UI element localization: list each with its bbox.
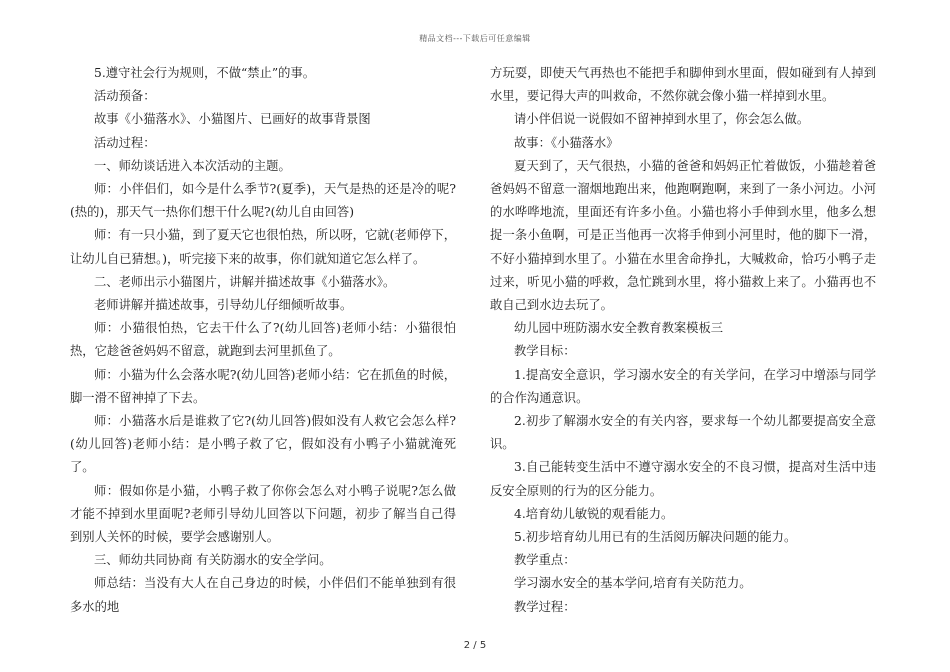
paragraph: 活动过程：	[94, 135, 156, 150]
page-number: 2 / 5	[463, 640, 487, 651]
paragraph: 师：有一只小猫，到了夏天它也很怕热，所以呀，它就(老师停下，让幼儿自已猜想。)，听完接下来的故事，你们就知道它怎么样了。	[70, 228, 456, 266]
paragraph-continued: 方玩耍，即使天气再热也不能把手和脚伸到水里面，假如碰到有人掉到水里，要记得大声的叫救命，不然你就会像小猫一样掉到水里。	[490, 66, 876, 104]
paragraph: 请小伴侣说一说假如不留神掉到水里了，你会怎么做。	[514, 112, 810, 127]
paragraph: 故事：《小猫落水》	[514, 135, 619, 150]
right-column	[490, 62, 876, 619]
paragraph: 1.提高安全意识，学习溺水安全的有关学问，在学习中增添与同学的合作沟通意识。	[490, 367, 876, 405]
paragraph: 3.自己能转变生活中不遵守溺水安全的不良习惯，提高对生活中违反安全原则的行为的区分能力。	[490, 460, 876, 498]
paragraph: 教学重点：	[514, 553, 576, 568]
paragraph: 一、师幼谈话进入本次活动的主题。	[94, 158, 291, 173]
section-title: 幼儿园中班防溺水安全教育教案模板三	[514, 321, 724, 336]
paragraph: 三、师幼共同协商 有关防溺水的安全学问。	[94, 553, 332, 568]
left-column	[70, 62, 456, 619]
paragraph: 学习溺水安全的基本学问,培育有关防范力。	[514, 576, 752, 591]
paragraph: 2.初步了解溺水安全的有关内容，要求每一个幼儿都要提高安全意识。	[490, 414, 876, 452]
paragraph: 师总结：当没有大人在自己身边的时候，小伴侣们不能单独到有很多水的地	[70, 576, 456, 614]
paragraph: 活动预备：	[94, 89, 156, 104]
paragraph: 教学目标：	[514, 344, 576, 359]
paragraph: 师：假如你是小猫，小鸭子救了你你会怎么对小鸭子说呢?怎么做才能不掉到水里面呢?老师引导幼儿回答以下问题，初步了解当自己得到别人关怀的时候，要学会感谢别人。	[70, 483, 456, 545]
paragraph: 故事《小猫落水》、小猫图片、已画好的故事背景图	[94, 112, 371, 127]
paragraph: 5.初步培育幼儿用已有的生活阅历解决问题的能力。	[514, 530, 797, 545]
paragraph: 5.遵守社会行为规则，不做“禁止”的事。	[94, 66, 316, 80]
paragraph: 夏天到了，天气很热，小猫的爸爸和妈妈正忙着做饭，小猫趁着爸爸妈妈不留意一溜烟地跑出来，他跑啊跑啊，来到了一条小河边。小河的水哗哗地流，里面还有许多小鱼。小猫也将小手伸到水里，他多么想捉一条小鱼啊，可是正当他再一次将手伸到小河里时，他的脚下一滑，不好小猫掉到水里了。小猫在水里舍命挣扎，大喊救命，恰巧小鸭子走过来，听见小猫的呼救，急忙跳到水里，将小猫救上来了。小猫再也不敢自己到水边去玩了。	[490, 158, 876, 313]
paragraph: 4.培育幼儿敏锐的观看能力。	[514, 506, 674, 521]
paragraph: 二、老师出示小猫图片，讲解并描述故事《小猫落水》。	[94, 274, 396, 289]
paragraph: 师：小伴侣们，如今是什么季节?(夏季)，天气是热的还是冷的呢?(热的)，那天气一热你们想干什么呢?(幼儿自由回答)	[70, 182, 456, 220]
paragraph: 师：小猫为什么会落水呢?(幼儿回答)老师小结：它在抓鱼的时候，脚一滑不留神掉了下去。	[70, 367, 456, 405]
paragraph: 师：小猫很怕热，它去干什么了?(幼儿回答)老师小结：小猫很怕热，它趁爸爸妈妈不留意，就跑到去河里抓鱼了。	[70, 321, 456, 359]
paragraph: 师：小猫落水后是谁救了它?(幼儿回答)假如没有人救它会怎么样?(幼儿回答)老师小结：是小鸭子救了它，假如没有小鸭子小猫就淹死了。	[70, 414, 456, 475]
paragraph: 教学过程：	[514, 599, 576, 614]
paragraph: 老师讲解并描述故事，引导幼儿仔细倾听故事。	[94, 298, 353, 313]
page-header: 精品文档---下载后可任意编辑	[419, 34, 531, 43]
